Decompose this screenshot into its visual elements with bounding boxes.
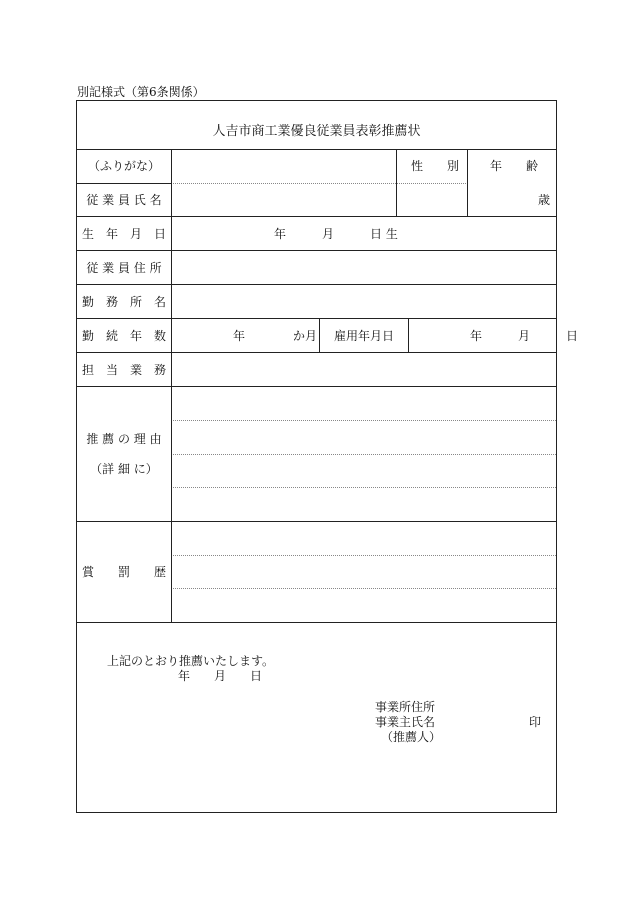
employee-name-label: 従 業 員 氏 名 [86, 193, 162, 207]
divider [77, 149, 556, 150]
divider-dotted [171, 420, 556, 421]
reason-sublabel: （詳 細 に） [90, 462, 158, 476]
workplace-label: 勤 務 所 名 [81, 295, 166, 309]
divider [77, 386, 556, 387]
hire-date-label: 雇用年月日 [334, 329, 395, 343]
recommendation-form [76, 100, 579, 813]
seal-mark: 印 [529, 715, 542, 729]
divider-vertical [319, 318, 320, 352]
recommender-label: （推薦人） [381, 730, 442, 744]
employer-name-label: 事業主氏名 [375, 715, 436, 729]
divider-vertical [408, 318, 409, 352]
age-label: 年 齢 [490, 159, 539, 173]
birthdate-value: 年 月 日 生 [274, 227, 398, 241]
years-of-service-value: 年 か月 [233, 329, 318, 343]
divider-dotted [171, 555, 556, 556]
divider [77, 622, 556, 623]
hire-date-value: 年 月 日 [470, 329, 579, 343]
divider-vertical [467, 149, 468, 216]
divider [77, 352, 556, 353]
divider [77, 183, 171, 184]
age-unit: 歳 [538, 193, 551, 207]
awards-penalties-label: 賞 罰 歴 [81, 565, 166, 579]
furigana-label: （ふりがな） [87, 159, 160, 173]
form-title: 人吉市商工業優良従業員表彰推薦状 [212, 124, 421, 139]
employee-address-label: 従 業 員 住 所 [86, 261, 162, 275]
divider [77, 284, 556, 285]
divider [77, 216, 556, 217]
divider [77, 250, 556, 251]
recommendation-statement: 上記のとおり推薦いたします。 [107, 654, 275, 668]
duties-label: 担 当 業 務 [81, 363, 166, 377]
years-of-service-label: 勤 続 年 数 [81, 329, 166, 343]
divider-dotted [171, 454, 556, 455]
divider-dotted [171, 487, 556, 488]
office-address-label: 事業所住所 [375, 700, 436, 714]
form-reference-label: 別記様式（第6条関係） [77, 85, 205, 99]
divider-vertical [396, 149, 397, 216]
birthdate-label: 生 年 月 日 [81, 227, 166, 241]
divider-vertical [171, 149, 172, 622]
gender-label: 性 別 [411, 159, 460, 173]
divider [77, 521, 556, 522]
date-line: 年 月 日 [178, 669, 263, 683]
divider [77, 318, 556, 319]
divider-dotted [171, 588, 556, 589]
reason-label: 推 薦 の 理 由 [86, 432, 162, 446]
